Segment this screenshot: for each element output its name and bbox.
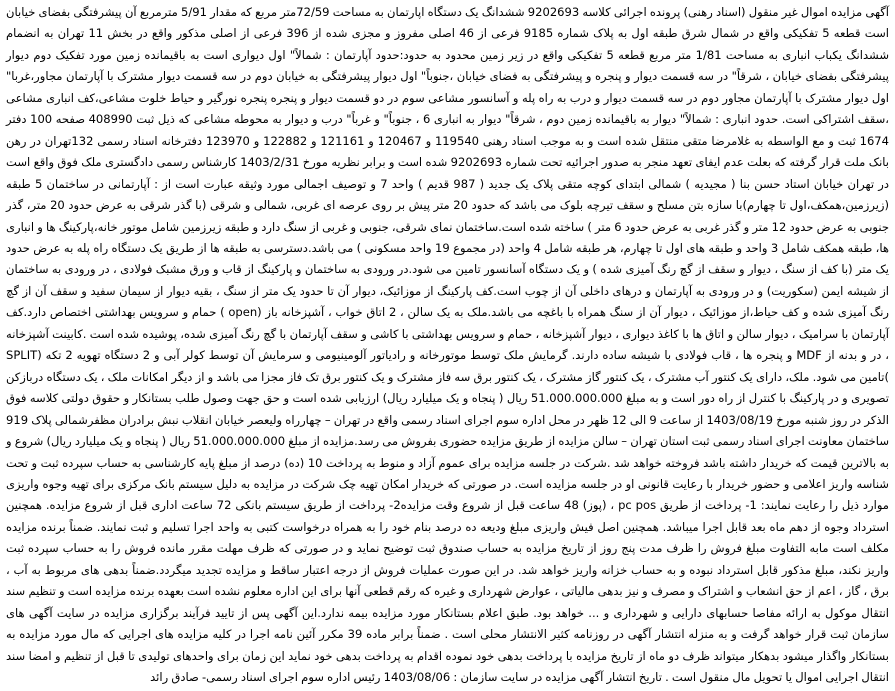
auction-notice-text: آگهی مزایده اموال غیر منقول (اسناد رهنی) پرونده اجرائی کلاسه 9202693 ششدانگ یک دستگاه اپارتمان به مساحت 72/59متر مربع که مقدار 5/91 مترمربع آن پیشرفتگی بفضای خیابان است قطعه 5 تفکیکی واقع در شمال شرق طبقه اول به پلاک شماره 9185 فرعی از 46 اصلی مفروز و مجزی شده از 396 فرعی از اصلی مذکور واقع در بخش 11 تهران به انضمام ششدانگ یکباب انباری به مساحت 1/81 متر مربع قطعه 5 تفکیکی واقع در زیر زمین محدود به حدود:حدود آپارتمان : شمالاً" اول دیواری است به باقیمانده زمین مورد تفکیک دوم دیوار پیشرفتگی بفضای خیابان ، شرقاً" در سه قسمت دیوار و پنجره و پیشرفتگی به فضای خیابان ،جنوباً" اول دیوار پیشرفتگی به خیابان دوم در سه قسمت دیوار مشترک با آپارتمان مجاور،غربا" اول دیوار مشترک با آپارتمان مجاور دوم در سه قسمت دیوار و درب به راه پله و آسانسور مشاعی سوم در دو قسمت دیوار و پنجره پنجره نورگیر و حیاط خلوت مشاعی،کف انباری مشاعی ،سقف اشتراکی است. حدود انباری : شمالاً" دیوار به باقیمانده زمین دوم ، شرقاً" دیوار به انباری 6 ، جنوباً" و غرباً" درب و دیوار به محوطه مشاعی که ذیل ثبت 408990 صفحه 100 دفتر 1674 ثبت و مع الواسطه به غلامرضا متقی منتقل شده است و به موجب اسناد رهنی 119540 و 120467 و 121161 و 122882 و 123970 دفترخانه اسناد رسمی 132تهران در رهن بانک ملت قرار گرفته که بعلت عدم ایفای تعهد منجر به صدور اجرائیه تحت شماره 9202693 شده است و برابر نظریه مورخ 1403/2/31 کارشناس رسمی دادگستری ملک فوق واقع است در تهران خیابان استاد حسن بنا ( مجیدیه ) شمالی ابتدای کوچه متقی پلاک یک جدید ( 987 قدیم ) واحد 7 و توصیف اجمالی مورد وثیقه عبارت است از : آپارتمانی در ساختمان 5 طبقه (زیرزمین،همکف،اول تا چهارم)با سازه بتن مسلح و سقف تیرچه بلوک می باشد که حدود 20 متر پیش بر روی عرصه ای غربی، شمالی و شرقی (با گذر شرقی به عرض حدود 20 متر، گذر جنوبی به عرض حدود 12 متر و گذر غربی به عرض حدود 6 متر ) ساخته شده است.ساختمان نمای شرقی، جنوبی و غربی از سنگ دارد و طبقه زیرزمین شامل موتور خانه،پارکینگ ها و انباری ها، طبقه همکف شامل 3 واحد و طبقه های اول تا چهارم، هر طبقه شامل 4 واحد (در مجموع 19 واحد مسکونی ) می باشد.دسترسی به طبقه ها از طریق یک دستگاه راه پله به عرض حدود یک متر (با کف از سنگ ، دیوار و سقف از گچ رنگ آمیزی شده ) و یک دستگاه آسانسور تامین می شود.در ورودی به ساختمان و پارکینگ از قاب و ورق مشبک فولادی ، در ورودی به ساختمان از شیشه ایمن (سکوریت) و در ورودی به آپارتمان و درهای داخلی آن از چوب است.کف پارکینگ از موزائیک، دیوار آن تا حدود یک متر از سنگ ، بقیه دیوار از سیمان سفید و سقف آن از گچ رنگ آمیزی شده و کف حیاط،از موزائیک ، دیوار آن از سنگ همراه با باغچه می باشد.ملک به یک سالن ، 2 اتاق خواب ، آشپزخانه باز (open ) حمام و سرویس بهداشتی اختصاص دارد.کف آپارتمان با سرامیک ، دیوار سالن و اتاق ها با کاغذ دیواری ، دیوار آشپزخانه ، حمام و سرویس بهداشتی با کاشی و سقف آپارتمان با گچ رنگ آمیزی شده، پوشیده شده است .کابینت آشپزخانه ، در و بدنه از MDF و پنجره ها ، قاب فولادی با شیشه ساده دارند. گرمایش ملک توسط موتورخانه و رادیاتور آلومینیومی و سرمایش آن توسط کولر آبی و 2 دستگاه تهویه 2 تکه (SPLIT )تامین می شود. ملک، دارای یک کنتور آب مشترک ، یک کنتور گاز مشترک ، یک کنتور برق سه فاز مشترک و یک کنتور برق تک فاز مجزا می باشد و از دیگر امکانات ملک ، یک دستگاه دربازکن تصویری و در پارکینگ با کنترل از راه دور است و به مبلغ 51.000.000.000 ریال ( پنجاه و یک میلیارد ریال) ارزیابی شده است و حق جهت وصول طلب بستانکار و حقوق دولتی کلاسه فوق الذکر در روز شنبه مورخ 1403/08/19 از ساعت 9 الی 12 ظهر در محل اداره سوم اجرای اسناد رسمی واقع در تهران – چهارراه ولیعصر خیابان انقلاب نبش برادران مظفرشمالی پلاک 919 ساختمان معاونت اجرای اسناد رسمی ثبت استان تهران – سالن مزایده از طریق مزایده حضوری بفروش می رسد.مزایده از مبلغ 51.000.000.000 ریال ( پنجاه و یک میلیارد ریال) شروع و به بالاترین قیمت که خریدار داشته باشد فروخته خواهد شد .شرکت در جلسه مزایده برای عموم آزاد و منوط به پرداخت 10 (ده) درصد از مبلغ پایه کارشناسی به حساب سپرده ثبت و تحت شناسه واریز اعلامی و حضور خریدار با رعایت قانونی او در جلسه مزایده است. در صورتی که خریدار امکان تهیه چک شرکت در مزایده به دلیل سیستم بانک مرکزی برای تهیه وجوه واریزی موارد ذیل را رعایت نمایند: 1- پرداخت از طریق pc pos ، (پوز) 48 ساعت قبل از شروع وقت مزایده2- پرداخت از طریق سیستم بانکی 72 ساعت اداری قبل از شروع مزایده. همچنین استرداد وجوه از دهم ماه بعد قابل اجرا میباشد. همچنین اصل فیش واریزی مبلغ ودیعه ده درصد بنام خود را به همراه درخواست کتبی به واحد اجرا تسلیم و ثبت نمایند. ضمناً برنده مزایده مکلف است مابه التفاوت مبلغ فروش را ظرف مدت پنج روز از تاریخ مزایده به حساب صندوق ثبت توضیح نماید و در صورتی که ظرف مهلت مقرر مانده فروش را به حساب سپرده ثبت واریز نکند، مبلغ مذکور قابل استرداد نبوده و به حساب خزانه واریز خواهد شد. در این صورت عملیات فروش از درجه اعتبار ساقط و مزایده تجدید میگردد.ضمناً بدهی های مربوط به آب ، برق ، گاز ، اعم از حق انشعاب و اشتراک و مصرف و نیز بدهی مالیاتی ، عوارض شهرداری و غیره که رقم قطعی آنها برای این اداره معلوم نشده است بعهده برنده مزایده است و تنظیم سند انتقال موکول به ارائه مفاصا حسابهای دارایی و شهرداری و ... خواهد بود. طبق اعلام بستانکار مورد مزایده بیمه ندارد.این آگهی پس از تایید فرآیند برگزاری مزایده در سایت آگهی های سازمان ثبت قرار خواهد گرفت و به منزله انتشار آگهی در روزنامه کثیر الانتشار محلی است . ضمناً برابر ماده 39 مکرر آئین نامه اجرا در کلیه مزایده های اجرایی که مال مورد مزایده به بستانکار واگذار میشود بدهکار میتواند ظرف دو ماه از تاریخ مزایده با پرداخت بدهی خود نموده اقدام به پرداخت بدهی خود نماید این زمان برای واحدهای تولیدی تا قبل از تنظیم و امضا سند انتقال اجرایی اموال یا تحویل مال منقول است . تاریخ انتشار آگهی مزایده در سایت سازمان : 1403/08/06 رئیس اداره سوم اجرای اسناد رسمی- صادق رائد	[6, 5, 890, 685]
